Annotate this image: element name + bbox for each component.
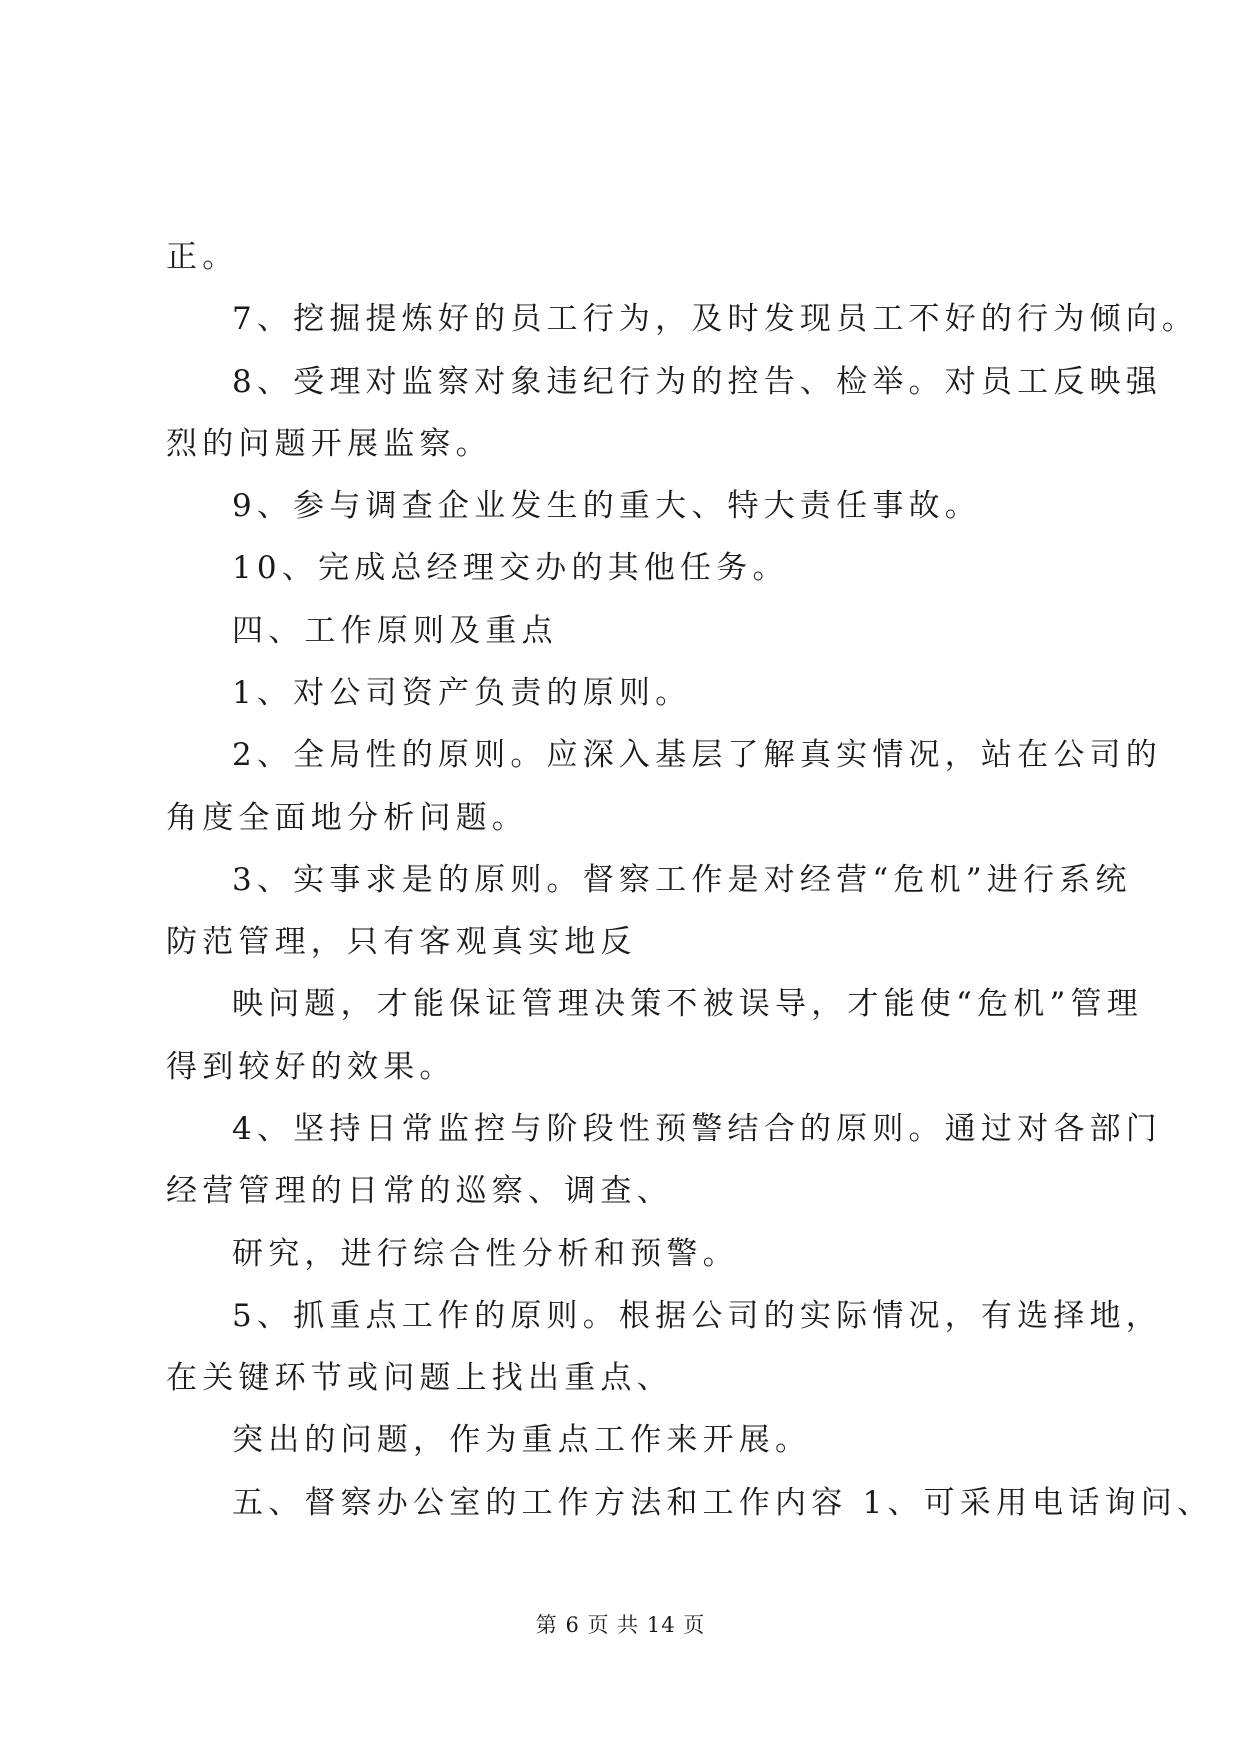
text-line: 防范管理，只有客观真实地反	[166, 924, 637, 960]
text-line: 得到较好的效果。	[166, 1049, 456, 1085]
text-line: 映问题，才能保证管理决策不被误导，才能使“危机”管理	[232, 986, 1143, 1022]
text-line: 9、参与调查企业发生的重大、特大责任事故。	[232, 488, 981, 524]
text-line: 烈的问题开展监察。	[166, 426, 492, 462]
text-line: 7、挖掘提炼好的员工行为，及时发现员工不好的行为倾向。	[232, 301, 1199, 337]
page-number-footer: 第 6 页 共 14 页	[535, 1613, 706, 1637]
text-line: 10、完成总经理交办的其他任务。	[232, 550, 789, 586]
text-line: 突出的问题，作为重点工作来开展。	[232, 1422, 812, 1458]
text-line: 2、全局性的原则。应深入基层了解真实情况，站在公司的	[232, 737, 1162, 773]
text-line: 经营管理的日常的巡察、调查、	[166, 1173, 673, 1209]
text-line: 3、实事求是的原则。督察工作是对经营“危机”进行系统	[232, 862, 1132, 898]
text-line: 角度全面地分析问题。	[166, 800, 528, 836]
section-heading: 五、督察办公室的工作方法和工作内容 1、可采用电话询问、	[232, 1485, 1214, 1521]
text-line: 在关键环节或问题上找出重点、	[166, 1360, 673, 1396]
section-heading: 四、工作原则及重点	[232, 613, 558, 649]
text-line: 5、抓重点工作的原则。根据公司的实际情况，有选择地，	[232, 1298, 1162, 1334]
text-line: 研究，进行综合性分析和预警。	[232, 1236, 739, 1272]
text-line: 8、受理对监察对象违纪行为的控告、检举。对员工反映强	[232, 364, 1162, 400]
text-line: 1、对公司资产负责的原则。	[232, 675, 692, 711]
text-line: 4、坚持日常监控与阶段性预警结合的原则。通过对各部门	[232, 1111, 1162, 1147]
text-line: 正。	[166, 239, 239, 275]
